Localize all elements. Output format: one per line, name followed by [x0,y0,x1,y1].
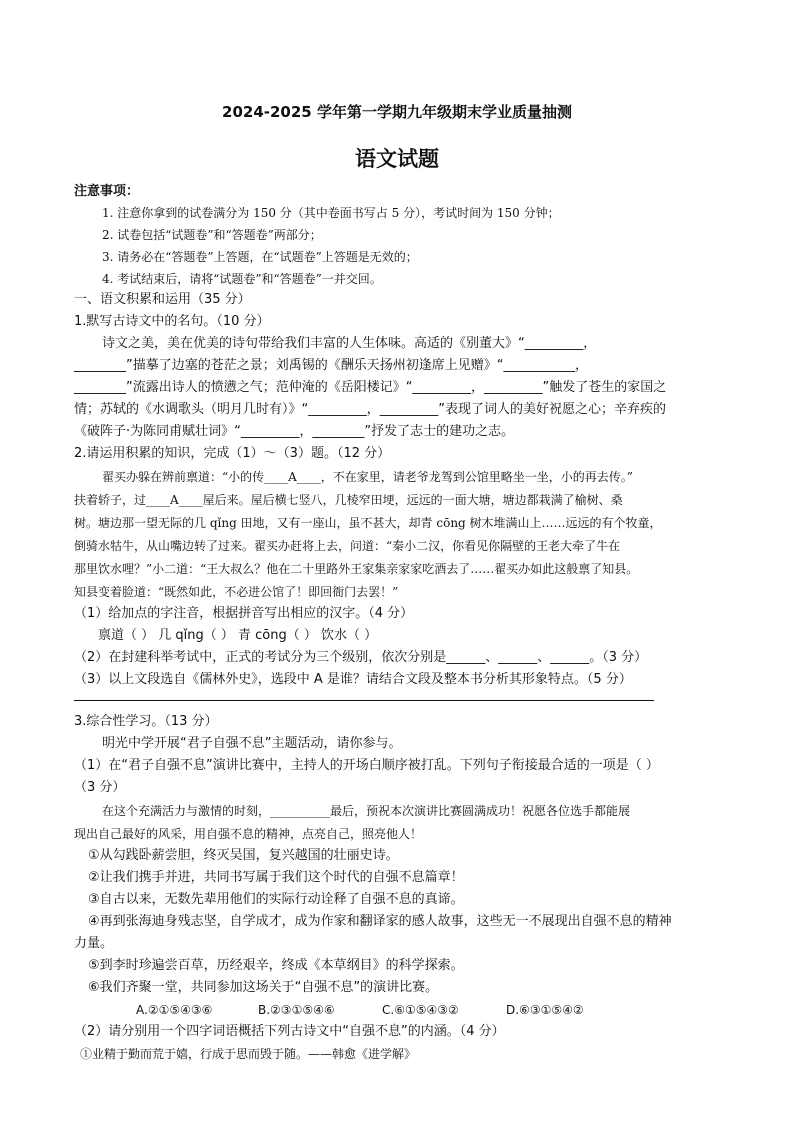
question-3-sub1: （1）在“君子自强不息”演讲比赛中，主持人的开场白顺序被打乱。下列句子衔接最合适的一项是（ ） [74,758,659,773]
notice-item: 1. 注意你拿到的试卷满分为 150 分（其中卷面书写占 5 分），考试时间为 150 分钟； [102,206,560,220]
question-2-sub1: （1）给加点的字注音，根据拼音写出相应的汉字。（4 分） [74,606,414,621]
question-1-line: 诗文之美，美在优美的诗句带给我们丰富的人生体味。高适的《别董大》“_________， [102,336,597,351]
option-sentence: ③自古以来，无数先辈用他们的实际行动诠释了自强不息的真谛。 [88,892,464,907]
option-sentence: ⑥我们齐聚一堂，共同参加这场关于“自强不息”的演讲比赛。 [88,980,439,995]
passage-line: 倒骑水牯牛，从山嘴边转了过来。翟买办赶将上去，问道：“秦小二汉，你看见你隔壁的王老大牵了牛在 [74,539,621,553]
exam-title: 2024-2025 学年第一学期九年级期末学业质量抽测 [222,103,572,121]
option-sentence: ②让我们携手并进，共同书写属于我们这个时代的自强不息篇章！ [88,870,464,885]
notice-item: 4. 考试结束后，请将“试题卷”和“答题卷”一并交回。 [102,272,382,286]
option-sentence: ①从勾践卧薪尝胆，终灭吴国，复兴越国的壮丽史诗。 [88,848,399,863]
option-sentence: ⑤到李时珍遍尝百草，历经艰辛，终成《本草纲目》的科学探索。 [88,958,464,973]
option-sentence: ④再到张海迪身残志坚，自学成才，成为作家和翻译家的感人故事，这些无一不展现出自强不息的精神 [88,914,672,929]
passage-line: 树。塘边那一望无际的几 qǐng 田地，又有一座山，虽不甚大，却青 cōng 树木堆满山上……远远的有个牧童， [74,516,662,530]
choice-c: C.⑥①⑤④③② [382,1003,459,1017]
passage-line: 那里饮水哩？”小二道：“王大叔么？他在二十里路外王家集亲家家吃酒去了……翟买办如此这般禀了知县。 [74,562,639,576]
question-1-line: ________”描摹了边塞的苍茫之景；刘禹锡的《酬乐天扬州初逢席上见赠》“___________， [74,358,588,373]
exam-subtitle: 语文试题 [355,147,439,171]
section-heading: 一、语文积累和运用（35 分） [74,292,251,307]
passage-line: 扶着轿子，过____A____屋后来。屋后横七竖八，几棱窄田埂，远远的一面大塘，塘边都栽满了榆树、桑 [74,493,623,507]
question-2-title: 2.请运用积累的知识，完成（1）～（3）题。（12 分） [74,446,391,461]
question-1-line: ________”流露出诗人的愤懑之气；范仲淹的《岳阳楼记》“_________，_________”触发了苍生的家国之 [74,380,667,395]
question-3-intro: 明光中学开展“君子自强不息”主题活动，请你参与。 [102,736,402,751]
choice-d: D.⑥③①⑤④② [506,1003,584,1017]
question-1-line: 《破阵子·为陈同甫赋壮词》“_________，________”抒发了志士的建功之志。 [74,424,515,439]
passage-line: 知县变着脸道：“既然如此，不必进公馆了！即回衙门去罢！” [74,585,399,599]
question-1-title: 1.默写古诗文中的名句。（10 分） [74,314,270,329]
question-3-sub2: （2）请分别用一个四字词语概括下列古诗文中“自强不息”的内涵。（4 分） [74,1024,505,1039]
question-3-sub1-score: （3 分） [74,780,126,795]
choice-a: A.②①⑤④③⑥ [136,1003,213,1017]
choice-b: B.②③①⑤④⑥ [258,1003,335,1017]
opening-paragraph: 在这个充满活力与激情的时刻，__________最后，预祝本次演讲比赛圆满成功！祝愿各位选手都能展 [102,804,631,818]
notice-item: 3. 请务必在“答题卷”上答题，在“试题卷”上答题是无效的； [102,250,418,264]
passage-line: 翟买办躲在辨前禀道：“小的传____A____，不在家里，请老爷龙驾到公馆里略坐一坐，小的再去传。” [102,470,633,484]
opening-paragraph: 现出自己最好的风采，用自强不息的精神，点亮自己，照亮他人！ [74,827,423,841]
option-sentence: 力量。 [74,936,114,951]
question-1-line: 情；苏轼的《水调歌头（明月几时有）》“_________，_________”表现了词人的美好祝愿之心；辛弃疾的 [74,402,666,417]
answer-line [74,700,654,701]
question-2-sub1-items: 禀道（ ） 几 qǐng（ ） 青 cōng（ ） 饮水（ ） [98,628,378,643]
notice-item: 2. 试卷包括“试题卷”和“答题卷”两部分； [102,228,322,242]
question-2-sub3: （3）以上文段选自《儒林外史》，选段中 A 是谁？请结合文段及整本书分析其形象特点。（5 分） [74,672,632,687]
question-3-title: 3.综合性学习。（13 分） [74,714,218,729]
notice-heading: 注意事项： [74,184,140,199]
question-2-sub2: （2）在封建科举考试中，正式的考试分为三个级别，依次分别是______、______、______。（3 分） [74,650,648,665]
classical-quote: ①业精于勤而荒于嬉，行成于思而毁于随。——韩愈《进学解》 [80,1047,417,1061]
